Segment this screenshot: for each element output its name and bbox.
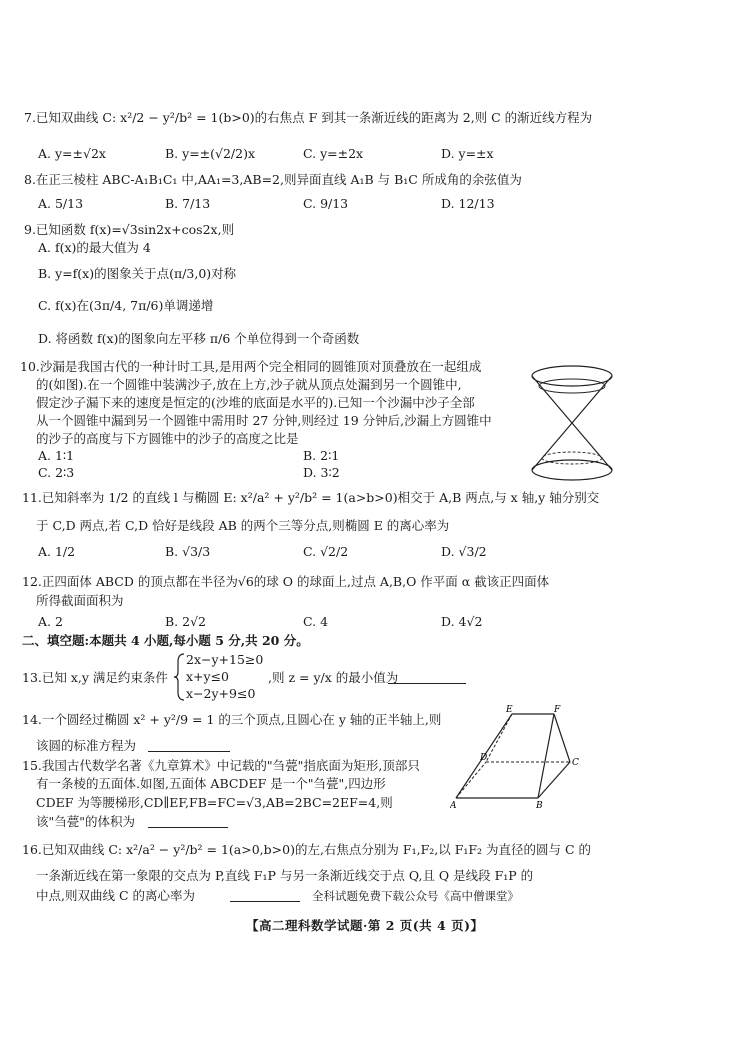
q9-option-b: B. y=f(x)的图象关于点(π/3,0)对称 [38, 266, 237, 281]
q16-note: 全科试题免费下载公众号《高中僧课堂》 [312, 889, 519, 903]
q15-line-1: 15.我国古代数学名著《九章算术》中记载的"刍甍"指底面为矩形,顶部只 [22, 758, 420, 773]
q10-line-2: 的(如图).在一个圆锥中装满沙子,放在上方,沙子就从顶点处漏到另一个圆锥中, [36, 377, 462, 392]
figure-label-a: A [450, 801, 457, 810]
q13-constraint-2: x+y≤0 [186, 669, 230, 684]
q13-prefix: 13.已知 x,y 满足约束条件 [22, 670, 168, 685]
q10-option-d: D. 3∶2 [303, 465, 340, 480]
q7-stem: 7.已知双曲线 C: x²/2 − y²/b² = 1(b>0)的右焦点 F 到其一条渐近线的距离为 2,则 C 的渐近线方程为 [24, 110, 593, 125]
q15-line-4: 该"刍甍"的体积为 [36, 814, 135, 829]
q13-suffix: ,则 z = y/x 的最小值为 [268, 670, 399, 685]
q14-line-1: 14.一个圆经过椭圆 x² + y²/9 = 1 的三个顶点,且圆心在 y 轴的正半轴上,则 [22, 712, 442, 727]
figure-label-d: D [480, 753, 488, 763]
q12-option-a: A. 2 [38, 614, 63, 629]
q14-answer-blank[interactable] [148, 751, 230, 752]
q10-line-5: 的沙子的高度与下方圆锥中的沙子的高度之比是 [36, 431, 299, 446]
q16-line-2: 一条渐近线在第一象限的交点为 P,直线 F₁P 与另一条渐近线交于点 Q,且 Q 是线段 F₁P 的 [36, 868, 534, 883]
q12-option-c: C. 4 [303, 614, 329, 629]
q10-option-c: C. 2∶3 [38, 465, 75, 480]
q8-stem: 8.在正三棱柱 ABC-A₁B₁C₁ 中,AA₁=3,AB=2,则异面直线 A₁B 与 B₁C 所成角的余弦值为 [24, 172, 522, 187]
q11-line-1: 11.已知斜率为 1/2 的直线 l 与椭圆 E: x²/a² + y²/b² = 1(a>b>0)相交于 A,B 两点,与 x 轴,y 轴分别交 [22, 490, 600, 505]
q11-option-c: C. √2/2 [303, 544, 349, 559]
q12-option-b: B. 2√2 [165, 614, 207, 629]
q8-option-d: D. 12/13 [441, 196, 495, 211]
q13-constraint-1: 2x−y+15≥0 [186, 652, 264, 667]
q13-answer-blank[interactable] [388, 683, 466, 684]
q7-option-c: C. y=±2x [303, 146, 364, 161]
q16-answer-blank[interactable] [230, 901, 300, 902]
figure-label-c: C [572, 758, 579, 768]
q10-line-1: 10.沙漏是我国古代的一种计时工具,是用两个完全相同的圆锥顶对顶叠放在一起组成 [20, 359, 482, 374]
q9-option-c: C. f(x)在(3π/4, 7π/6)单调递增 [38, 298, 214, 313]
q8-option-b: B. 7/13 [165, 196, 211, 211]
q10-option-a: A. 1∶1 [38, 448, 75, 463]
q12-line-1: 12.正四面体 ABCD 的顶点都在半径为√6的球 O 的球面上,过点 A,B,O 作平面 α 截该正四面体 [22, 574, 550, 589]
q11-line-2: 于 C,D 两点,若 C,D 恰好是线段 AB 的两个三等分点,则椭圆 E 的离心率为 [36, 518, 450, 533]
figure-label-e: E [506, 705, 513, 715]
q7-option-a: A. y=±√2x [38, 146, 106, 161]
q12-line-2: 所得截面面积为 [36, 593, 124, 608]
q14-line-2: 该圆的标准方程为 [36, 738, 137, 753]
constraint-brace [174, 652, 186, 702]
figure-label-f: F [554, 705, 561, 715]
q8-option-a: A. 5/13 [38, 196, 84, 211]
q11-option-b: B. √3/3 [165, 544, 211, 559]
q13-constraint-3: x−2y+9≤0 [186, 686, 256, 701]
q9-option-d: D. 将函数 f(x)的图象向左平移 π/6 个单位得到一个奇函数 [38, 331, 360, 346]
q15-line-2: 有一条棱的五面体.如图,五面体 ABCDEF 是一个"刍甍",四边形 [36, 776, 386, 791]
page-footer: 【高二理科数学试题·第 2 页(共 4 页)】 [246, 918, 484, 933]
figure-label-b: B [536, 801, 543, 810]
pentahedron-figure [450, 702, 580, 810]
q12-option-d: D. 4√2 [441, 614, 483, 629]
q9-option-a: A. f(x)的最大值为 4 [38, 240, 151, 255]
q7-option-b: B. y=±(√2/2)x [165, 146, 256, 161]
q15-line-3: CDEF 为等腰梯形,CD∥EF,FB=FC=√3,AB=2BC=2EF=4,则 [36, 795, 393, 810]
q10-option-b: B. 2∶1 [303, 448, 340, 463]
section-2-heading: 二、填空题:本题共 4 小题,每小题 5 分,共 20 分。 [22, 633, 309, 648]
q16-line-3: 中点,则双曲线 C 的离心率为 [36, 888, 195, 903]
q8-option-c: C. 9/13 [303, 196, 349, 211]
q11-option-d: D. √3/2 [441, 544, 487, 559]
q11-option-a: A. 1/2 [38, 544, 76, 559]
q15-answer-blank[interactable] [148, 827, 228, 828]
hourglass-figure [522, 358, 622, 488]
q7-option-d: D. y=±x [441, 146, 494, 161]
q16-line-1: 16.已知双曲线 C: x²/a² − y²/b² = 1(a>0,b>0)的左,右焦点分别为 F₁,F₂,以 F₁F₂ 为直径的圆与 C 的 [22, 842, 592, 857]
q10-line-4: 从一个圆锥中漏到另一个圆锥中需用时 27 分钟,则经过 19 分钟后,沙漏上方圆锥中 [36, 413, 492, 428]
q10-line-3: 假定沙子漏下来的速度是恒定的(沙堆的底面是水平的).已知一个沙漏中沙子全部 [36, 395, 475, 410]
q9-stem: 9.已知函数 f(x)=√3sin2x+cos2x,则 [24, 222, 235, 237]
